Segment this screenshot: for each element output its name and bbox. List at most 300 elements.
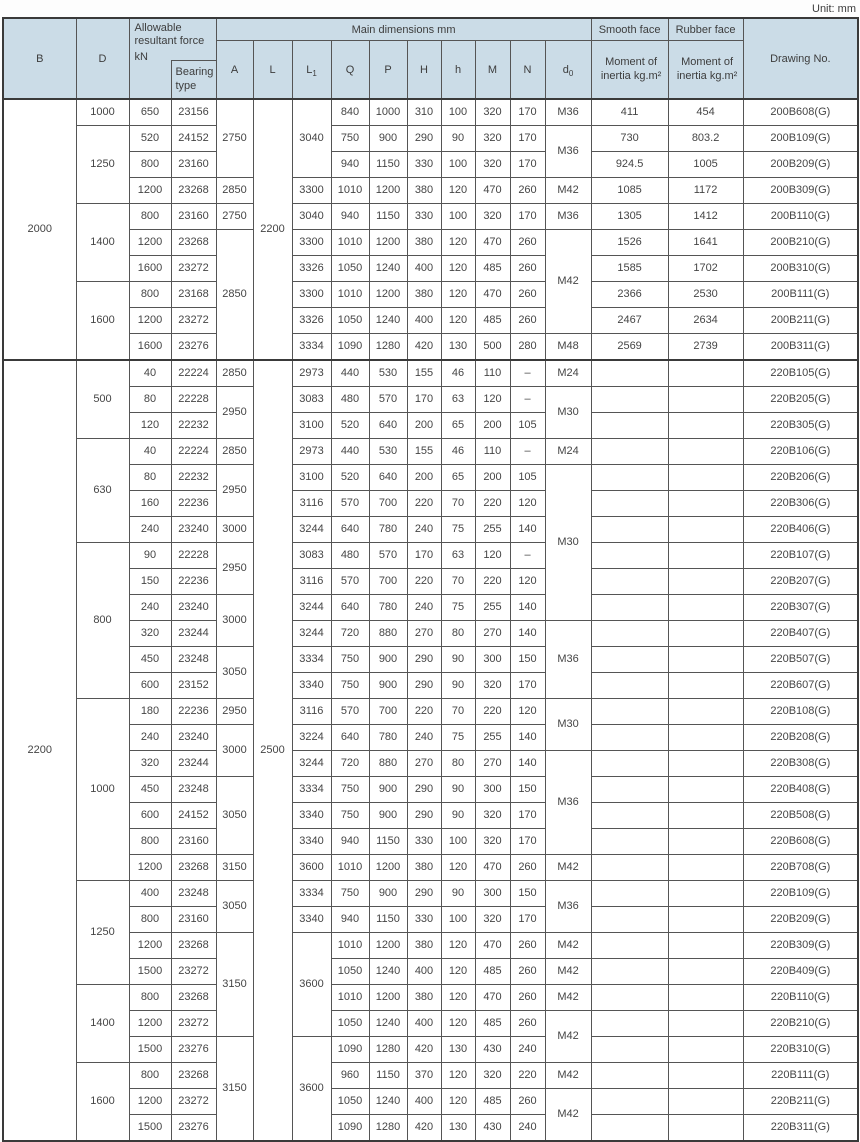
dim-l1-value: 3326 xyxy=(292,308,331,334)
dim-q-value: 750 xyxy=(331,881,369,907)
table-row xyxy=(3,829,858,855)
dim-l1-value: 3340 xyxy=(292,829,331,855)
dim-l1-value: 3300 xyxy=(292,178,331,204)
dim-q-value: 640 xyxy=(331,595,369,621)
drawing-no-value: 220B111(G) xyxy=(743,1063,858,1089)
dim-n-value: – xyxy=(510,387,545,413)
dim-l1-value: 3116 xyxy=(292,491,331,517)
dim-h-cap-value: 220 xyxy=(407,699,441,725)
d-value: 500 xyxy=(76,360,129,439)
rubber-inertia-value xyxy=(668,491,743,517)
kn-value: 240 xyxy=(129,725,171,751)
d-value: 1600 xyxy=(76,1063,129,1142)
bearing-type-value: 23152 xyxy=(171,673,216,699)
dim-h-value: 90 xyxy=(441,673,475,699)
dim-l1-value: 3040 xyxy=(292,204,331,230)
dim-q-value: 940 xyxy=(331,204,369,230)
dim-d0-value: M30 xyxy=(545,387,591,439)
smooth-inertia-value xyxy=(591,933,668,959)
dim-l1-value: 3083 xyxy=(292,543,331,569)
dim-h-cap-value: 270 xyxy=(407,621,441,647)
dim-h-cap-value: 290 xyxy=(407,803,441,829)
kn-value: 90 xyxy=(129,543,171,569)
dim-p-value: 570 xyxy=(369,543,407,569)
dim-h-cap-value: 380 xyxy=(407,230,441,256)
dim-n-value: 260 xyxy=(510,230,545,256)
d-value: 1250 xyxy=(76,126,129,204)
bearing-type-value: 23268 xyxy=(171,855,216,881)
dim-h-value: 75 xyxy=(441,595,475,621)
dim-p-value: 780 xyxy=(369,725,407,751)
drawing-no-value: 220B306(G) xyxy=(743,491,858,517)
bearing-type-value: 23240 xyxy=(171,517,216,543)
dim-h-cap-value: 400 xyxy=(407,256,441,282)
col-header-rubber-face: Rubber face xyxy=(668,18,743,41)
dim-p-value: 1280 xyxy=(369,334,407,361)
col-header-dim-q: Q xyxy=(331,41,369,100)
kn-value: 80 xyxy=(129,465,171,491)
dim-m-value: 270 xyxy=(475,621,510,647)
dim-n-value: 120 xyxy=(510,491,545,517)
dim-d0-value: M42 xyxy=(545,178,591,204)
dim-n-value: 140 xyxy=(510,725,545,751)
dim-p-value: 1150 xyxy=(369,152,407,178)
smooth-inertia-value xyxy=(591,1089,668,1115)
dim-m-value: 430 xyxy=(475,1115,510,1142)
col-header-rubber-moment: Moment of inertia kg.m² xyxy=(668,41,743,100)
dim-h-cap-value: 380 xyxy=(407,985,441,1011)
dim-n-value: 140 xyxy=(510,595,545,621)
kn-value: 800 xyxy=(129,829,171,855)
table-row xyxy=(3,152,858,178)
table-row xyxy=(3,855,858,881)
dim-q-value: 1090 xyxy=(331,1115,369,1142)
dim-h-cap-value: 290 xyxy=(407,126,441,152)
drawing-no-value: 220B308(G) xyxy=(743,751,858,777)
drawing-no-value: 200B109(G) xyxy=(743,126,858,152)
rubber-inertia-value xyxy=(668,647,743,673)
kn-value: 40 xyxy=(129,439,171,465)
dim-l1-value: 3334 xyxy=(292,334,331,361)
dim-h-value: 130 xyxy=(441,1037,475,1063)
dim-a-value: 3050 xyxy=(216,647,253,699)
dim-h-value: 120 xyxy=(441,1011,475,1037)
dim-d0-value: M42 xyxy=(545,855,591,881)
dim-p-value: 640 xyxy=(369,413,407,439)
d-value: 1250 xyxy=(76,881,129,985)
dim-h-cap-value: 200 xyxy=(407,465,441,491)
kn-value: 320 xyxy=(129,621,171,647)
table-row xyxy=(3,413,858,439)
dim-m-value: 485 xyxy=(475,308,510,334)
dim-n-value: 120 xyxy=(510,699,545,725)
dim-d0-value: M42 xyxy=(545,1011,591,1063)
smooth-inertia-value xyxy=(591,491,668,517)
dim-a-value: 3150 xyxy=(216,855,253,881)
dim-n-value: 105 xyxy=(510,413,545,439)
dim-h-value: 100 xyxy=(441,99,475,126)
smooth-inertia-value xyxy=(591,725,668,751)
dim-h-cap-value: 420 xyxy=(407,334,441,361)
drawing-no-value: 220B310(G) xyxy=(743,1037,858,1063)
dim-h-value: 120 xyxy=(441,985,475,1011)
smooth-inertia-value xyxy=(591,621,668,647)
kn-value: 160 xyxy=(129,491,171,517)
smooth-inertia-value: 1526 xyxy=(591,230,668,256)
table-row xyxy=(3,439,858,465)
dim-p-value: 1200 xyxy=(369,282,407,308)
rubber-inertia-value: 1005 xyxy=(668,152,743,178)
dim-l1-value: 3340 xyxy=(292,673,331,699)
dim-h-cap-value: 170 xyxy=(407,387,441,413)
dim-l1-value: 3340 xyxy=(292,907,331,933)
smooth-inertia-value xyxy=(591,387,668,413)
dim-n-value: 150 xyxy=(510,647,545,673)
table-row xyxy=(3,99,858,126)
dim-h-cap-value: 155 xyxy=(407,439,441,465)
bearing-type-value: 23240 xyxy=(171,595,216,621)
table-row xyxy=(3,933,858,959)
dim-d0-value: M36 xyxy=(545,99,591,126)
dim-h-cap-value: 420 xyxy=(407,1115,441,1142)
bearing-type-value: 23272 xyxy=(171,1011,216,1037)
col-header-d: D xyxy=(76,18,129,99)
dim-l1-value: 3334 xyxy=(292,647,331,673)
dim-q-value: 840 xyxy=(331,99,369,126)
table-row xyxy=(3,985,858,1011)
dim-m-value: 320 xyxy=(475,99,510,126)
kn-value: 1600 xyxy=(129,256,171,282)
dim-d0-value: M30 xyxy=(545,699,591,751)
rubber-inertia-value: 2739 xyxy=(668,334,743,361)
dim-d0-value: M42 xyxy=(545,1063,591,1089)
smooth-inertia-value: 411 xyxy=(591,99,668,126)
table-row xyxy=(3,803,858,829)
bearing-type-value: 23272 xyxy=(171,308,216,334)
dim-h-value: 100 xyxy=(441,829,475,855)
dim-m-value: 320 xyxy=(475,1063,510,1089)
dim-d0-value: M36 xyxy=(545,621,591,699)
drawing-no-value: 220B109(G) xyxy=(743,881,858,907)
dim-n-value: 140 xyxy=(510,621,545,647)
table-row xyxy=(3,465,858,491)
dim-q-value: 640 xyxy=(331,517,369,543)
col-header-dim-n: N xyxy=(510,41,545,100)
smooth-inertia-value xyxy=(591,1115,668,1142)
smooth-inertia-value: 2467 xyxy=(591,308,668,334)
bearing-type-value: 23276 xyxy=(171,1115,216,1142)
dim-h-value: 90 xyxy=(441,126,475,152)
smooth-inertia-value xyxy=(591,751,668,777)
dim-n-value: 140 xyxy=(510,517,545,543)
table-row xyxy=(3,178,858,204)
dim-p-value: 1000 xyxy=(369,99,407,126)
dim-h-value: 120 xyxy=(441,855,475,881)
dim-p-value: 530 xyxy=(369,360,407,387)
table-row xyxy=(3,907,858,933)
dim-q-value: 1010 xyxy=(331,985,369,1011)
rubber-inertia-value xyxy=(668,360,743,387)
dim-q-value: 1050 xyxy=(331,308,369,334)
dim-p-value: 1200 xyxy=(369,985,407,1011)
bearing-type-value: 22236 xyxy=(171,569,216,595)
kn-value: 1500 xyxy=(129,959,171,985)
rubber-inertia-value xyxy=(668,881,743,907)
dim-l1-value: 3600 xyxy=(292,855,331,881)
dim-n-value: 260 xyxy=(510,1011,545,1037)
dim-p-value: 1280 xyxy=(369,1115,407,1142)
col-header-drawing-no: Drawing No. xyxy=(743,18,858,99)
dim-h-value: 90 xyxy=(441,647,475,673)
dim-a-value: 2750 xyxy=(216,204,253,230)
dim-l1-value: 3116 xyxy=(292,569,331,595)
smooth-inertia-value xyxy=(591,1063,668,1089)
dim-m-value: 270 xyxy=(475,751,510,777)
dim-n-value: 240 xyxy=(510,1037,545,1063)
dim-d0-value: M24 xyxy=(545,439,591,465)
dim-m-value: 255 xyxy=(475,595,510,621)
dim-m-value: 220 xyxy=(475,699,510,725)
kn-value: 650 xyxy=(129,99,171,126)
dim-n-value: 260 xyxy=(510,933,545,959)
bearing-type-value: 23272 xyxy=(171,256,216,282)
kn-value: 450 xyxy=(129,647,171,673)
drawing-no-value: 220B607(G) xyxy=(743,673,858,699)
rubber-inertia-value xyxy=(668,413,743,439)
table-row xyxy=(3,230,858,256)
force-kn-label: kN xyxy=(134,51,148,64)
col-header-dim-a: A xyxy=(216,41,253,100)
dim-d0-value: M36 xyxy=(545,751,591,855)
force-title: Allowable resultant force xyxy=(134,22,205,48)
dim-n-value: 260 xyxy=(510,308,545,334)
table-row xyxy=(3,256,858,282)
dim-h-cap-value: 290 xyxy=(407,881,441,907)
dim-m-value: 200 xyxy=(475,465,510,491)
dim-q-value: 750 xyxy=(331,647,369,673)
dim-h-value: 120 xyxy=(441,308,475,334)
dim-h-cap-value: 170 xyxy=(407,543,441,569)
drawing-no-value: 200B310(G) xyxy=(743,256,858,282)
dim-n-value: 170 xyxy=(510,99,545,126)
dim-h-cap-value: 330 xyxy=(407,152,441,178)
dim-h-value: 63 xyxy=(441,543,475,569)
dim-h-value: 120 xyxy=(441,959,475,985)
table-row xyxy=(3,543,858,569)
table-row xyxy=(3,204,858,230)
drawing-no-value: 220B207(G) xyxy=(743,569,858,595)
smooth-inertia-value xyxy=(591,595,668,621)
dim-m-value: 470 xyxy=(475,230,510,256)
dim-h-cap-value: 380 xyxy=(407,282,441,308)
rubber-inertia-value: 1641 xyxy=(668,230,743,256)
dim-h-value: 120 xyxy=(441,230,475,256)
dim-m-value: 220 xyxy=(475,491,510,517)
dim-m-value: 110 xyxy=(475,360,510,387)
dim-a-value: 2850 xyxy=(216,360,253,387)
dim-q-value: 480 xyxy=(331,387,369,413)
dim-n-value: 220 xyxy=(510,1063,545,1089)
dim-m-value: 485 xyxy=(475,256,510,282)
dim-q-value: 1010 xyxy=(331,178,369,204)
rubber-inertia-value xyxy=(668,439,743,465)
dim-h-value: 120 xyxy=(441,282,475,308)
dim-m-value: 470 xyxy=(475,985,510,1011)
smooth-inertia-value xyxy=(591,569,668,595)
bearing-type-value: 23244 xyxy=(171,621,216,647)
dim-h-value: 75 xyxy=(441,517,475,543)
dim-h-value: 63 xyxy=(441,387,475,413)
kn-value: 320 xyxy=(129,751,171,777)
bearing-type-value: 23276 xyxy=(171,1037,216,1063)
table-row xyxy=(3,334,858,361)
dim-l1-value: 3300 xyxy=(292,230,331,256)
dim-p-value: 1200 xyxy=(369,230,407,256)
bearing-type-value: 23268 xyxy=(171,178,216,204)
smooth-inertia-value: 924.5 xyxy=(591,152,668,178)
drawing-no-value: 220B108(G) xyxy=(743,699,858,725)
smooth-inertia-value xyxy=(591,517,668,543)
smooth-inertia-value xyxy=(591,543,668,569)
dim-m-value: 500 xyxy=(475,334,510,361)
dim-l1-value: 3300 xyxy=(292,282,331,308)
dim-n-value: – xyxy=(510,439,545,465)
dim-m-value: 470 xyxy=(475,855,510,881)
rubber-inertia-value: 2634 xyxy=(668,308,743,334)
dim-m-value: 320 xyxy=(475,152,510,178)
dim-n-value: 260 xyxy=(510,1089,545,1115)
bearing-type-value: 22224 xyxy=(171,439,216,465)
dim-h-cap-value: 400 xyxy=(407,308,441,334)
kn-value: 1500 xyxy=(129,1037,171,1063)
bearing-type-value: 23248 xyxy=(171,647,216,673)
bearing-type-value: 22224 xyxy=(171,360,216,387)
dim-m-value: 320 xyxy=(475,126,510,152)
drawing-no-value: 220B205(G) xyxy=(743,387,858,413)
dim-q-value: 1010 xyxy=(331,282,369,308)
bearing-type-value: 23276 xyxy=(171,334,216,361)
dim-n-value: 170 xyxy=(510,152,545,178)
bearing-type-value: 24152 xyxy=(171,126,216,152)
table-row xyxy=(3,725,858,751)
d-value: 800 xyxy=(76,543,129,699)
dim-q-value: 750 xyxy=(331,803,369,829)
table-row xyxy=(3,387,858,413)
drawing-no-value: 220B309(G) xyxy=(743,933,858,959)
table-row xyxy=(3,126,858,152)
dim-m-value: 485 xyxy=(475,1089,510,1115)
dim-q-value: 940 xyxy=(331,907,369,933)
dim-p-value: 900 xyxy=(369,881,407,907)
drawing-no-value: 220B209(G) xyxy=(743,907,858,933)
dim-n-value: 170 xyxy=(510,204,545,230)
kn-value: 800 xyxy=(129,152,171,178)
dim-h-value: 130 xyxy=(441,1115,475,1142)
dim-a-value: 3050 xyxy=(216,777,253,855)
bearing-type-value: 23240 xyxy=(171,725,216,751)
table-row xyxy=(3,517,858,543)
dim-m-value: 300 xyxy=(475,777,510,803)
dim-h-value: 100 xyxy=(441,204,475,230)
dim-m-value: 320 xyxy=(475,673,510,699)
dim-n-value: 260 xyxy=(510,178,545,204)
dim-d0-value: M42 xyxy=(545,230,591,334)
drawing-no-value: 220B211(G) xyxy=(743,1089,858,1115)
dim-q-value: 520 xyxy=(331,465,369,491)
drawing-no-value: 220B408(G) xyxy=(743,777,858,803)
dim-m-value: 485 xyxy=(475,959,510,985)
rubber-inertia-value xyxy=(668,1011,743,1037)
dim-p-value: 700 xyxy=(369,569,407,595)
dim-d0-value: M36 xyxy=(545,881,591,933)
dim-h-value: 65 xyxy=(441,465,475,491)
table-row xyxy=(3,621,858,647)
kn-value: 1200 xyxy=(129,308,171,334)
dim-h-value: 90 xyxy=(441,777,475,803)
rubber-inertia-value xyxy=(668,387,743,413)
dim-d0-value: M42 xyxy=(545,933,591,959)
dim-a-value: 2850 xyxy=(216,178,253,204)
dim-h-value: 130 xyxy=(441,334,475,361)
dim-m-value: 255 xyxy=(475,517,510,543)
catalog-page xyxy=(2,0,858,1142)
table-row xyxy=(3,751,858,777)
rubber-inertia-value xyxy=(668,803,743,829)
dim-q-value: 940 xyxy=(331,152,369,178)
dim-h-cap-value: 420 xyxy=(407,1037,441,1063)
table-row xyxy=(3,1011,858,1037)
drawing-no-value: 200B111(G) xyxy=(743,282,858,308)
dim-q-value: 570 xyxy=(331,699,369,725)
rubber-inertia-value xyxy=(668,829,743,855)
dim-h-cap-value: 220 xyxy=(407,491,441,517)
smooth-inertia-value xyxy=(591,1037,668,1063)
dim-h-value: 120 xyxy=(441,1089,475,1115)
dim-l1-value: 2973 xyxy=(292,360,331,387)
smooth-inertia-value xyxy=(591,413,668,439)
dim-p-value: 1200 xyxy=(369,855,407,881)
dim-l1-value: 3334 xyxy=(292,777,331,803)
d-value: 1400 xyxy=(76,204,129,282)
dim-q-value: 1010 xyxy=(331,230,369,256)
dim-m-value: 255 xyxy=(475,725,510,751)
rubber-inertia-value xyxy=(668,959,743,985)
table-row xyxy=(3,491,858,517)
dim-q-value: 640 xyxy=(331,725,369,751)
dim-n-value: 260 xyxy=(510,959,545,985)
dim-m-value: 430 xyxy=(475,1037,510,1063)
dim-q-value: 1050 xyxy=(331,256,369,282)
dim-h-cap-value: 290 xyxy=(407,673,441,699)
dim-q-value: 480 xyxy=(331,543,369,569)
bearing-type-value: 23168 xyxy=(171,282,216,308)
rubber-inertia-value xyxy=(668,933,743,959)
dim-d0-value: M30 xyxy=(545,465,591,621)
dim-l1-value: 3244 xyxy=(292,751,331,777)
dim-l1-value: 3244 xyxy=(292,517,331,543)
dim-d0-value: M36 xyxy=(545,126,591,178)
dim-h-value: 120 xyxy=(441,178,475,204)
drawing-no-value: 200B608(G) xyxy=(743,99,858,126)
drawing-no-value: 220B608(G) xyxy=(743,829,858,855)
kn-value: 800 xyxy=(129,985,171,1011)
dim-l-value: 2500 xyxy=(253,360,292,1141)
header-row-1 xyxy=(3,18,858,41)
rubber-inertia-value xyxy=(668,673,743,699)
dim-q-value: 750 xyxy=(331,126,369,152)
dim-a-value: 3150 xyxy=(216,933,253,1037)
drawing-no-value: 220B407(G) xyxy=(743,621,858,647)
